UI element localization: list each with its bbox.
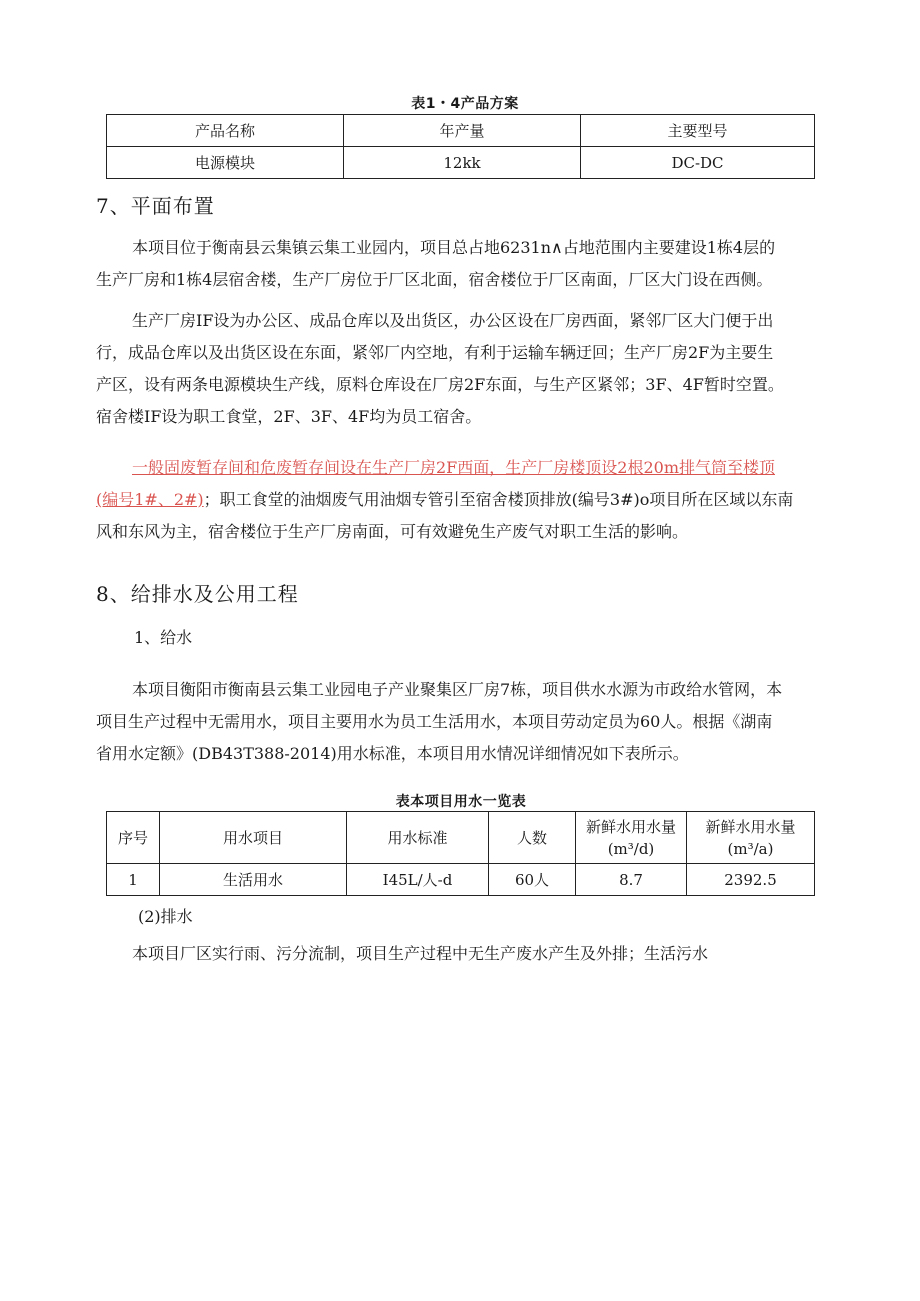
text-line: 行，成品仓库以及出货区设在东面，紧邻厂内空地，有利于运输车辆迂回；生产厂房2F为主要生 — [96, 343, 774, 362]
table-header-cell: 人数 — [489, 812, 576, 864]
subsection-drainage: (2)排水 — [138, 907, 193, 926]
text-line — [96, 484, 830, 516]
table-header-row — [107, 812, 815, 864]
water-usage-table — [106, 811, 815, 896]
section8-paragraph-2 — [96, 938, 830, 970]
table-header-cell: 年产量 — [344, 115, 581, 147]
header-line: 新鲜水用水量 — [705, 817, 796, 836]
text-line: 宿舍楼IF设为职工食堂，2F、3F、4F均为员工宿舍。 — [96, 407, 482, 426]
section8-heading: 8、给排水及公用工程 — [96, 582, 299, 606]
revised-text: (编号1#、2#) — [96, 490, 204, 509]
text-line: 省用水定额》(DB43T388-2014)用水标准，本项目用水情况详细情况如下表所示。 — [96, 744, 689, 763]
table-cell: 1 — [107, 864, 160, 896]
section7-paragraph-2 — [96, 305, 830, 433]
table-header-row — [107, 115, 815, 147]
table-cell: 生活用水 — [160, 864, 347, 896]
table1-caption: 表1・4产品方案 — [411, 96, 519, 112]
text-line: 本项目衡阳市衡南县云集工业园电子产业聚集区厂房7栋，项目供水水源为市政给水管网，本 — [132, 680, 783, 699]
table2-caption: 表本项目用水一览表 — [395, 794, 527, 810]
text-span: ；职工食堂的油烟废气用油烟专管引至宿舍楼顶排放(编号3#)o项目所在区域以东南 — [203, 490, 794, 509]
section7-heading: 7、平面布置 — [96, 194, 215, 218]
section7-paragraph-3 — [96, 452, 830, 548]
revised-text: 一般固废暂存间和危废暂存间设在生产厂房2F西面，生产厂房楼顶设2根20m排气筒至楼顶 — [132, 458, 775, 477]
table-header-cell — [687, 812, 815, 864]
text-line: 本项目位于衡南县云集镇云集工业园内，项目总占地6231n∧占地范围内主要建设1栋4层的 — [132, 238, 776, 257]
table-cell: 电源模块 — [107, 147, 344, 179]
table-cell: 2392.5 — [687, 864, 815, 896]
section8-paragraph-1 — [96, 674, 830, 770]
table-header-cell: 主要型号 — [581, 115, 815, 147]
table-cell: I45L/人-d — [347, 864, 489, 896]
table-cell: 8.7 — [576, 864, 687, 896]
text-line: 项目生产过程中无需用水，项目主要用水为员工生活用水，本项目劳动定员为60人。根据《湖南 — [96, 712, 773, 731]
table-header-cell: 序号 — [107, 812, 160, 864]
text-line: 生产厂房和1栋4层宿舍楼，生产厂房位于厂区北面，宿舍楼位于厂区南面，厂区大门设在西侧。 — [96, 270, 773, 289]
table-row — [107, 147, 815, 179]
table-header-cell — [576, 812, 687, 864]
table-header-cell: 用水项目 — [160, 812, 347, 864]
section7-paragraph-1 — [96, 232, 830, 296]
text-line: 生产厂房IF设为办公区、成品仓库以及出货区，办公区设在厂房西面，紧邻厂区大门便于出 — [132, 311, 774, 330]
header-unit: (m³/a) — [727, 839, 774, 858]
table-header-cell: 用水标准 — [347, 812, 489, 864]
table-cell: 60人 — [489, 864, 576, 896]
text-line: 产区，设有两条电源模块生产线，原料仓库设在厂房2F东面，与生产区紧邻；3F、4F暂时空置。 — [96, 375, 784, 394]
text-line: 本项目厂区实行雨、污分流制，项目生产过程中无生产废水产生及外排；生活污水 — [132, 944, 709, 963]
text-line — [96, 452, 830, 484]
header-unit: (m³/d) — [607, 839, 655, 858]
subsection-water-supply: 1、给水 — [134, 628, 193, 647]
text-line: 风和东风为主，宿舍楼位于生产厂房南面，可有效避免生产废气对职工生活的影响。 — [96, 522, 689, 541]
table-row — [107, 864, 815, 896]
product-plan-table — [106, 114, 815, 179]
header-line: 新鲜水用水量 — [585, 817, 676, 836]
table-cell: 12kk — [344, 147, 581, 179]
table-cell: DC-DC — [581, 147, 815, 179]
table-header-cell: 产品名称 — [107, 115, 344, 147]
